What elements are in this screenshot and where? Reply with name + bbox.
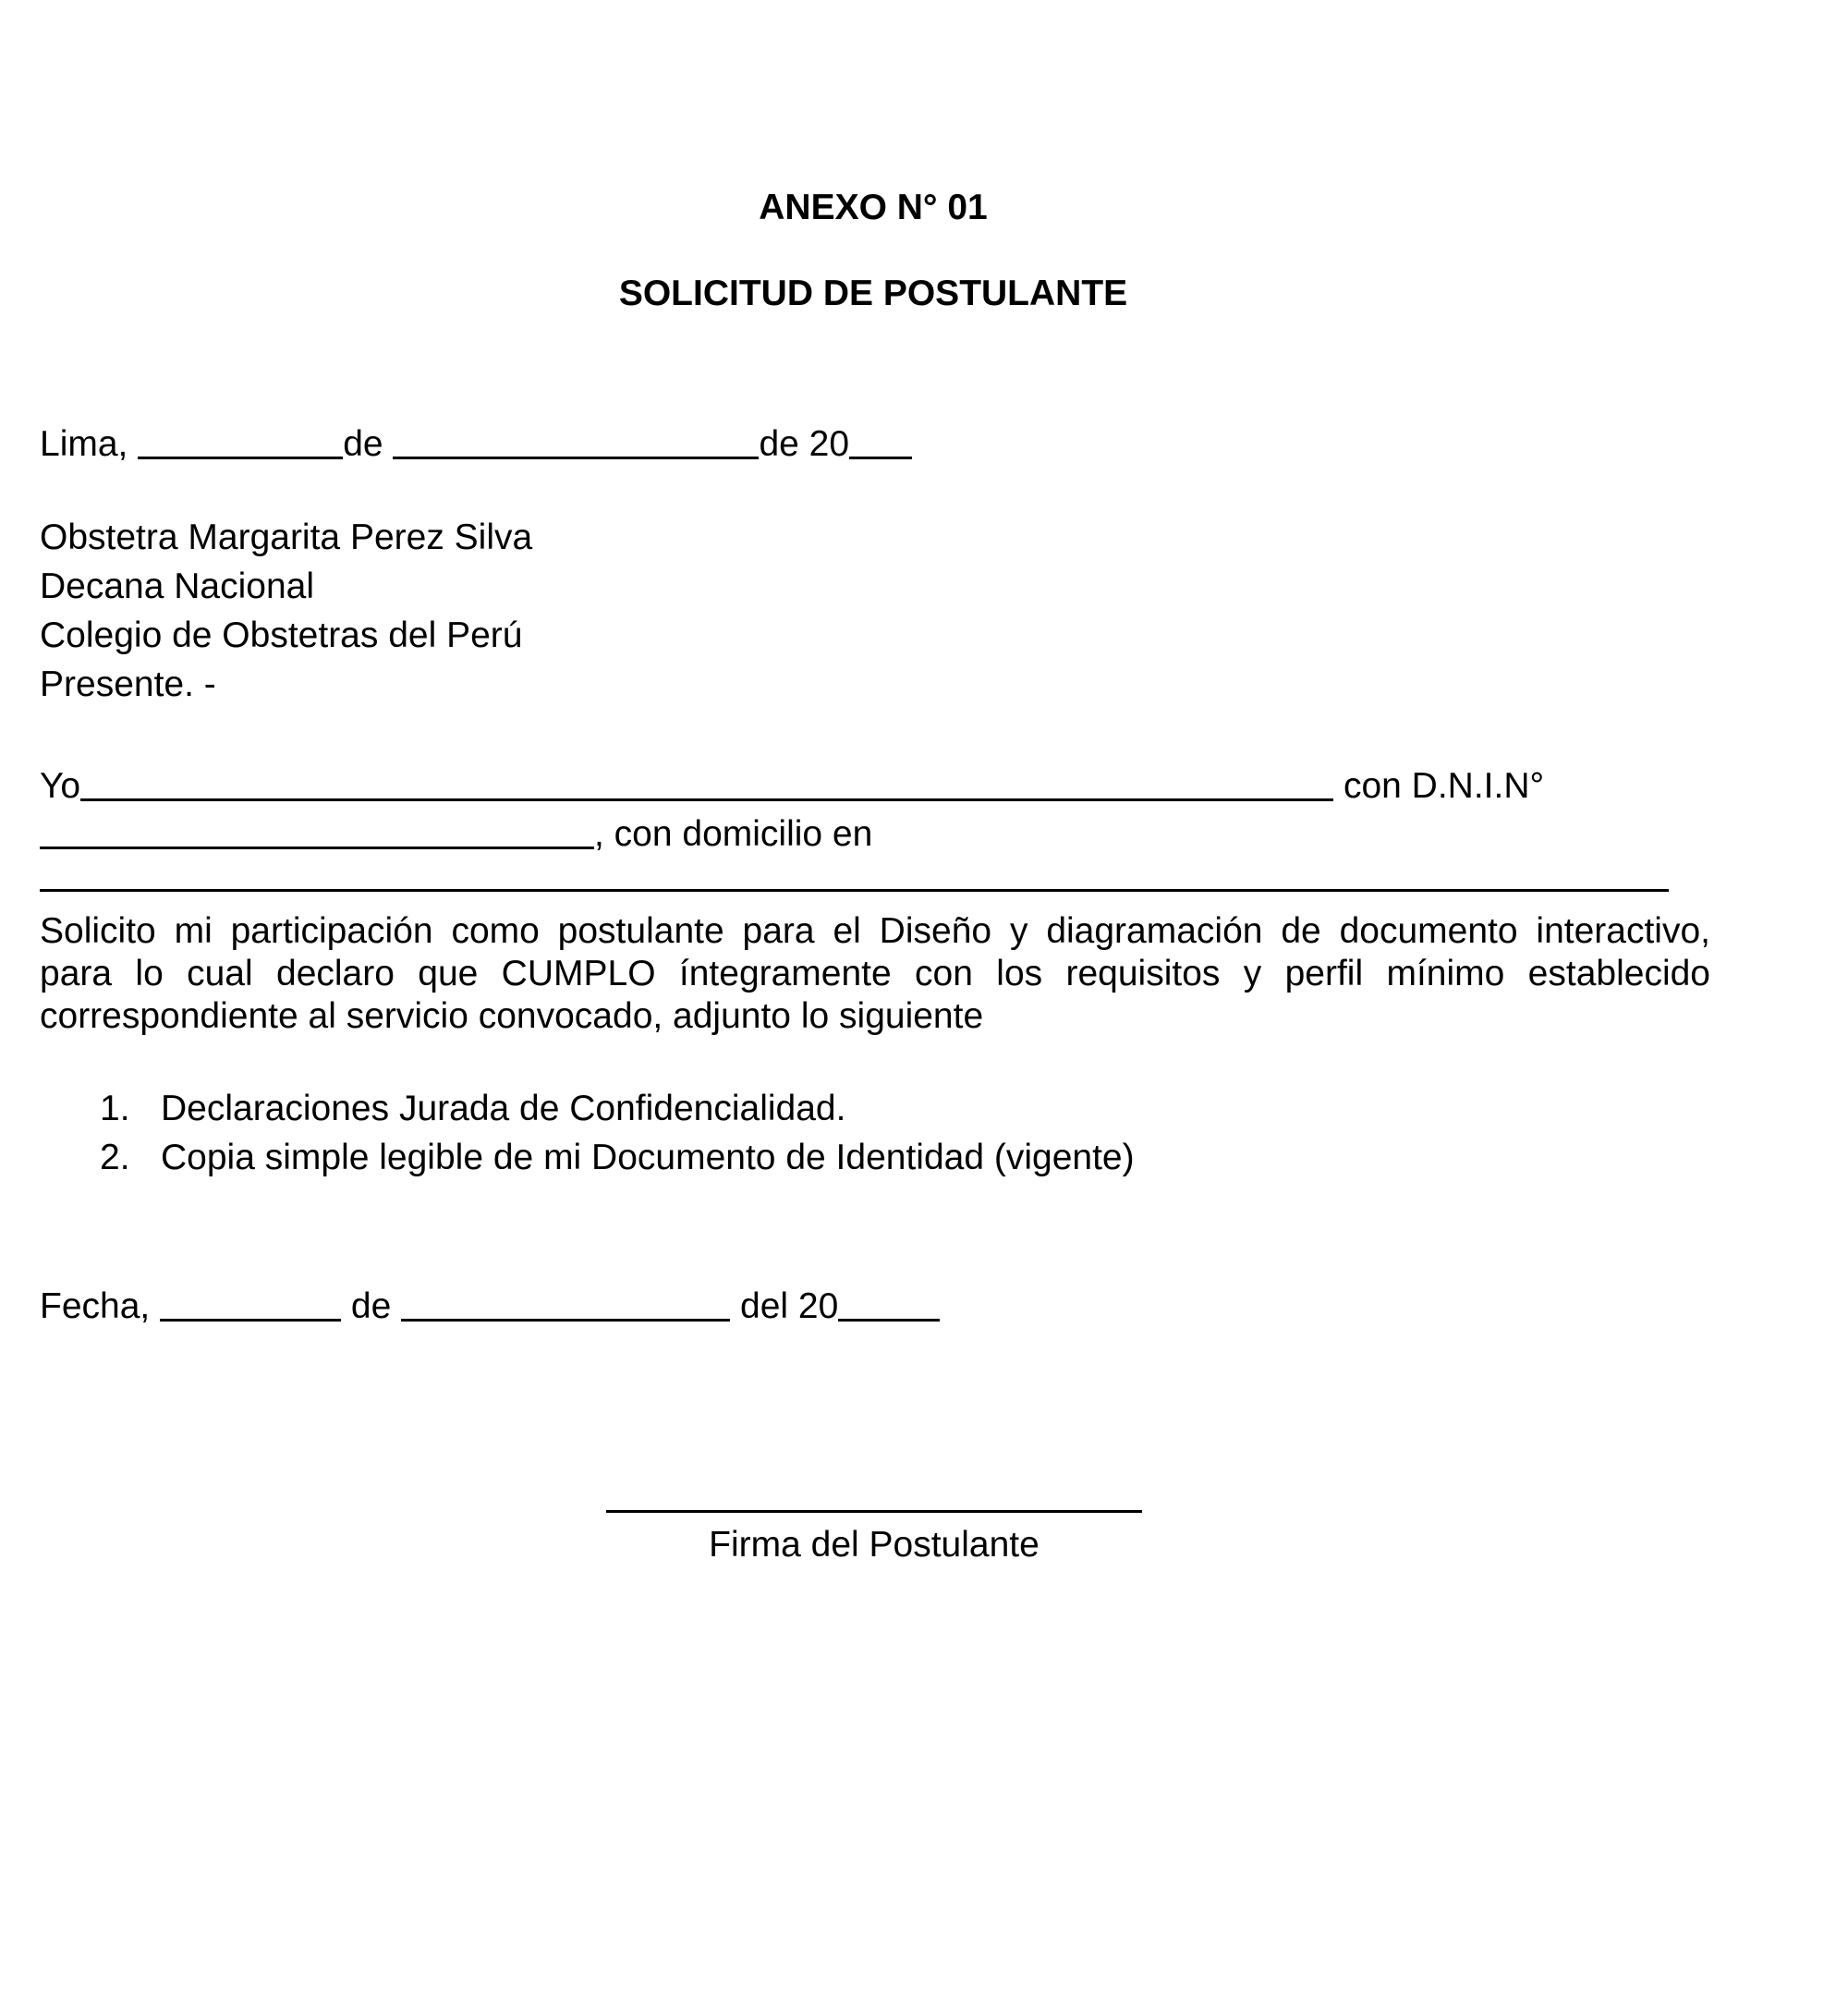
paragraph-line-2: para lo cual declaro que CUMPLO íntegramente con los requisitos y perfil mínimo establecido [40,954,1710,993]
city-label: Lima, [40,424,128,464]
list-text: Declaraciones Jurada de Confidencialidad. [161,1089,846,1128]
dni-address-line [40,810,872,855]
request-paragraph [40,910,1710,1038]
document-title: ANEXO N° 01 [759,188,988,227]
dni-label: con D.N.I.N° [1343,766,1545,806]
fecha-label: Fecha, [40,1286,151,1326]
recipient-name: Obstetra Margarita Perez Silva [40,518,533,557]
signature-label: Firma del Postulante [709,1525,1040,1565]
recipient-position: Decana Nacional [40,567,315,606]
fecha-year-blank[interactable] [838,1283,940,1322]
de-label-1: de [343,424,383,464]
day-blank[interactable] [138,420,343,459]
list-number: 2. [100,1138,130,1177]
month-blank[interactable] [393,420,759,459]
recipient-institution: Colegio de Obstetras del Perú [40,615,523,655]
paragraph-line-3: correspondiente al servicio convocado, adjunto lo siguiente [40,996,984,1036]
applicant-name-blank[interactable] [80,762,1333,801]
dni-blank[interactable] [40,810,594,849]
fecha-year-prefix-label: del 20 [740,1286,839,1326]
place-date-line [40,420,912,465]
list-text: Copia simple legible de mi Documento de Identidad (vigente) [161,1138,1135,1177]
signature-line[interactable] [606,1510,1142,1513]
fecha-month-blank[interactable] [401,1283,730,1322]
year-blank[interactable] [849,420,912,459]
applicant-name-line [40,762,1544,807]
list-number: 1. [100,1089,130,1128]
fecha-de-label: de [350,1286,392,1326]
paragraph-line-1: Solicito mi participación como postulante para el Diseño y diagramación de documento interactivo, [40,911,1710,951]
address-blank[interactable] [40,889,1669,892]
fecha-day-blank[interactable] [160,1283,341,1322]
domicilio-label: , con domicilio en [594,814,873,854]
fecha-line [40,1283,940,1327]
yo-label: Yo [40,766,81,806]
document-subtitle: SOLICITUD DE POSTULANTE [618,274,1128,313]
year-prefix-label: de 20 [759,424,850,464]
recipient-greeting: Presente. - [40,664,216,704]
